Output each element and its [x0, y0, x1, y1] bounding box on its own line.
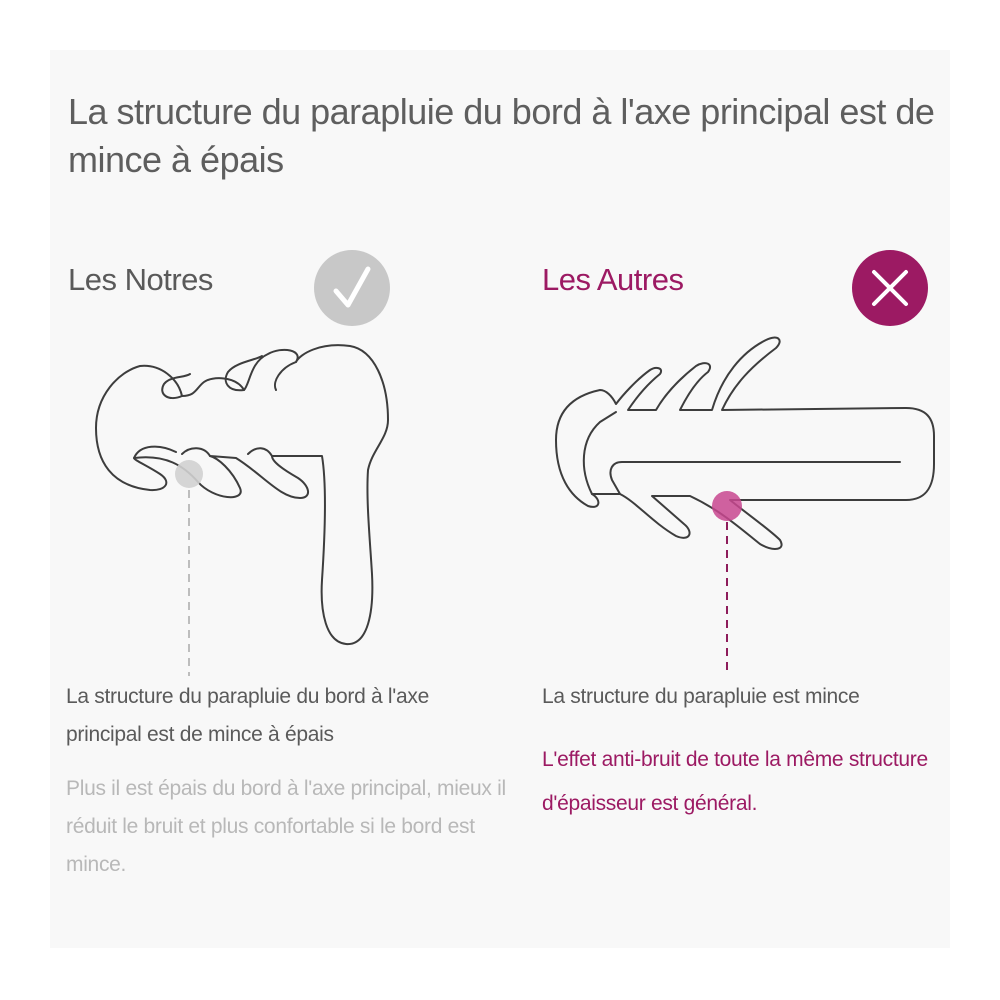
ours-heading: Les Notres: [68, 262, 213, 297]
others-caption: La structure du parapluie est mince: [542, 685, 860, 708]
others-note: L'effet anti-bruit de toute la même structure d'épaisseur est général.: [542, 748, 928, 815]
ours-note: Plus il est épais du bord à l'axe principal, mieux il réduit le bruit et plus confortable si le bord est mince.: [66, 777, 506, 876]
others-heading: Les Autres: [542, 262, 684, 297]
page-title: La structure du parapluie du bord à l'axe principal est de mince à épais: [68, 91, 935, 180]
ours-caption: La structure du parapluie du bord à l'axe principal est de mince à épais: [66, 685, 429, 746]
